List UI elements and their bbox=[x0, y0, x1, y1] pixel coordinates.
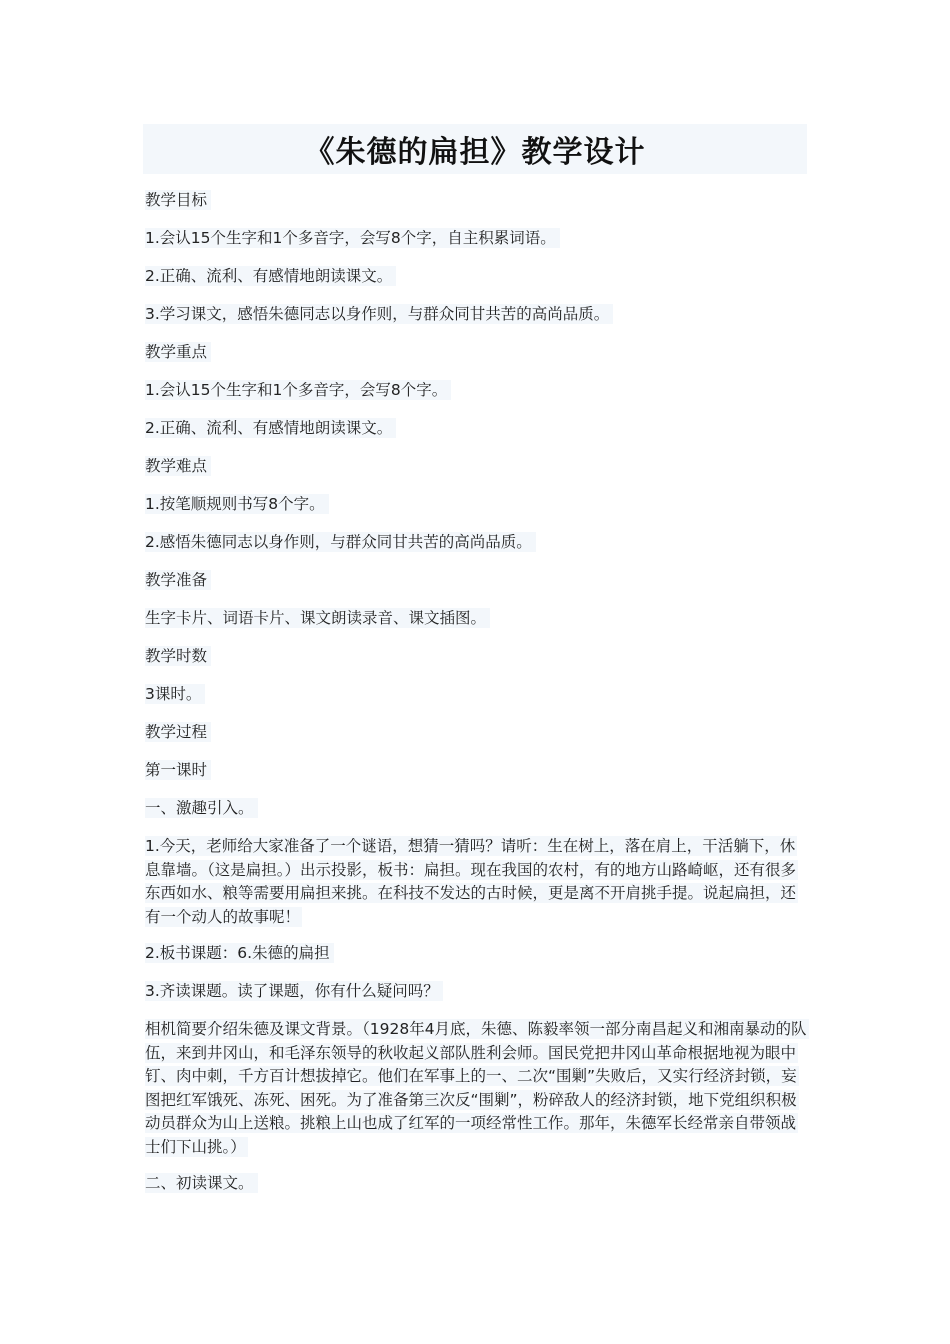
paragraph-text: 教学目标 bbox=[145, 190, 211, 210]
key-point-item-1 bbox=[145, 379, 810, 403]
lesson-heading-first bbox=[145, 759, 810, 783]
section-heading-intro bbox=[145, 797, 810, 821]
heading-process bbox=[145, 721, 810, 745]
paragraph-text: 二、初读课文。 bbox=[145, 1173, 258, 1193]
section-heading-first-reading bbox=[145, 1172, 810, 1196]
paragraph-text: 教学难点 bbox=[145, 456, 211, 476]
key-point-item-2 bbox=[145, 417, 810, 441]
intro-step-1 bbox=[145, 835, 810, 929]
paragraph-text: 相机简要介绍朱德及课文背景。（1928年4月底，朱德、陈毅率领一部分南昌起义和湘南暴动的队伍，来到井冈山，和毛泽东领导的秋收起义部队胜利会师。国民党把井冈山革命根据地视为眼中钉、肉中刺，千方百计想拔掉它。他们在军事上的一、二次“围剿”失败后，又实行经济封锁，妄图把红军饿死、冻死、困死。为了准备第三次反“围剿”，粉碎敌人的经济封锁，地下党组织积极动员群众为山上送粮。挑粮上山也成了红军的一项经常性工作。那年，朱德军长经常亲自带领战士们下山挑。） bbox=[145, 1020, 807, 1156]
paragraph-text: 1.今天，老师给大家准备了一个谜语，想猜一猜吗？请听：生在树上，落在肩上，干活躺下，休息靠墙。（这是扁担。）出示投影，板书：扁担。现在我国的农村，有的地方山路崎岖，还有很多东西如水、粮等需要用扁担来挑。在科技不发达的古时候，更是离不开肩挑手提。说起扁担，还有一个动人的故事呢！ bbox=[145, 837, 797, 926]
paragraph-text: 2.正确、流利、有感情地朗读课文。 bbox=[145, 418, 396, 438]
document-body bbox=[145, 189, 810, 1210]
hours-text bbox=[145, 683, 810, 707]
heading-hours bbox=[145, 645, 810, 669]
page-title: 《朱德的扁担》教学设计 bbox=[304, 135, 646, 170]
preparation-text bbox=[145, 607, 810, 631]
objective-item-1 bbox=[145, 227, 810, 251]
heading-key-points bbox=[145, 341, 810, 365]
paragraph-text: 1.按笔顺规则书写8个字。 bbox=[145, 494, 329, 514]
paragraph-text: 教学准备 bbox=[145, 570, 211, 590]
paragraph-text: 1.会认15个生字和1个多音字，会写8个字，自主积累词语。 bbox=[145, 228, 560, 248]
paragraph-text: 2.感悟朱德同志以身作则，与群众同甘共苦的高尚品质。 bbox=[145, 532, 536, 552]
paragraph-text: 教学重点 bbox=[145, 342, 211, 362]
objective-item-2 bbox=[145, 265, 810, 289]
title-band bbox=[143, 124, 807, 174]
paragraph-text: 3.学习课文，感悟朱德同志以身作则，与群众同甘共苦的高尚品质。 bbox=[145, 304, 613, 324]
paragraph-text: 教学过程 bbox=[145, 722, 211, 742]
background-paragraph bbox=[145, 1018, 810, 1159]
intro-step-2 bbox=[145, 942, 810, 966]
paragraph-text: 3.齐读课题。读了课题，你有什么疑问吗？ bbox=[145, 981, 443, 1001]
paragraph-text: 一、激趣引入。 bbox=[145, 798, 258, 818]
paragraph-text: 2.正确、流利、有感情地朗读课文。 bbox=[145, 266, 396, 286]
difficulty-item-1 bbox=[145, 493, 810, 517]
difficulty-item-2 bbox=[145, 531, 810, 555]
paragraph-text: 第一课时 bbox=[145, 760, 211, 780]
paragraph-text: 生字卡片、词语卡片、课文朗读录音、课文插图。 bbox=[145, 608, 490, 628]
heading-difficulties bbox=[145, 455, 810, 479]
paragraph-text: 教学时数 bbox=[145, 646, 211, 666]
heading-preparation bbox=[145, 569, 810, 593]
intro-step-3 bbox=[145, 980, 810, 1004]
paragraph-text: 2.板书课题：6.朱德的扁担 bbox=[145, 943, 334, 963]
objective-item-3 bbox=[145, 303, 810, 327]
paragraph-text: 1.会认15个生字和1个多音字，会写8个字。 bbox=[145, 380, 451, 400]
paragraph-text: 3课时。 bbox=[145, 684, 205, 704]
heading-objectives bbox=[145, 189, 810, 213]
